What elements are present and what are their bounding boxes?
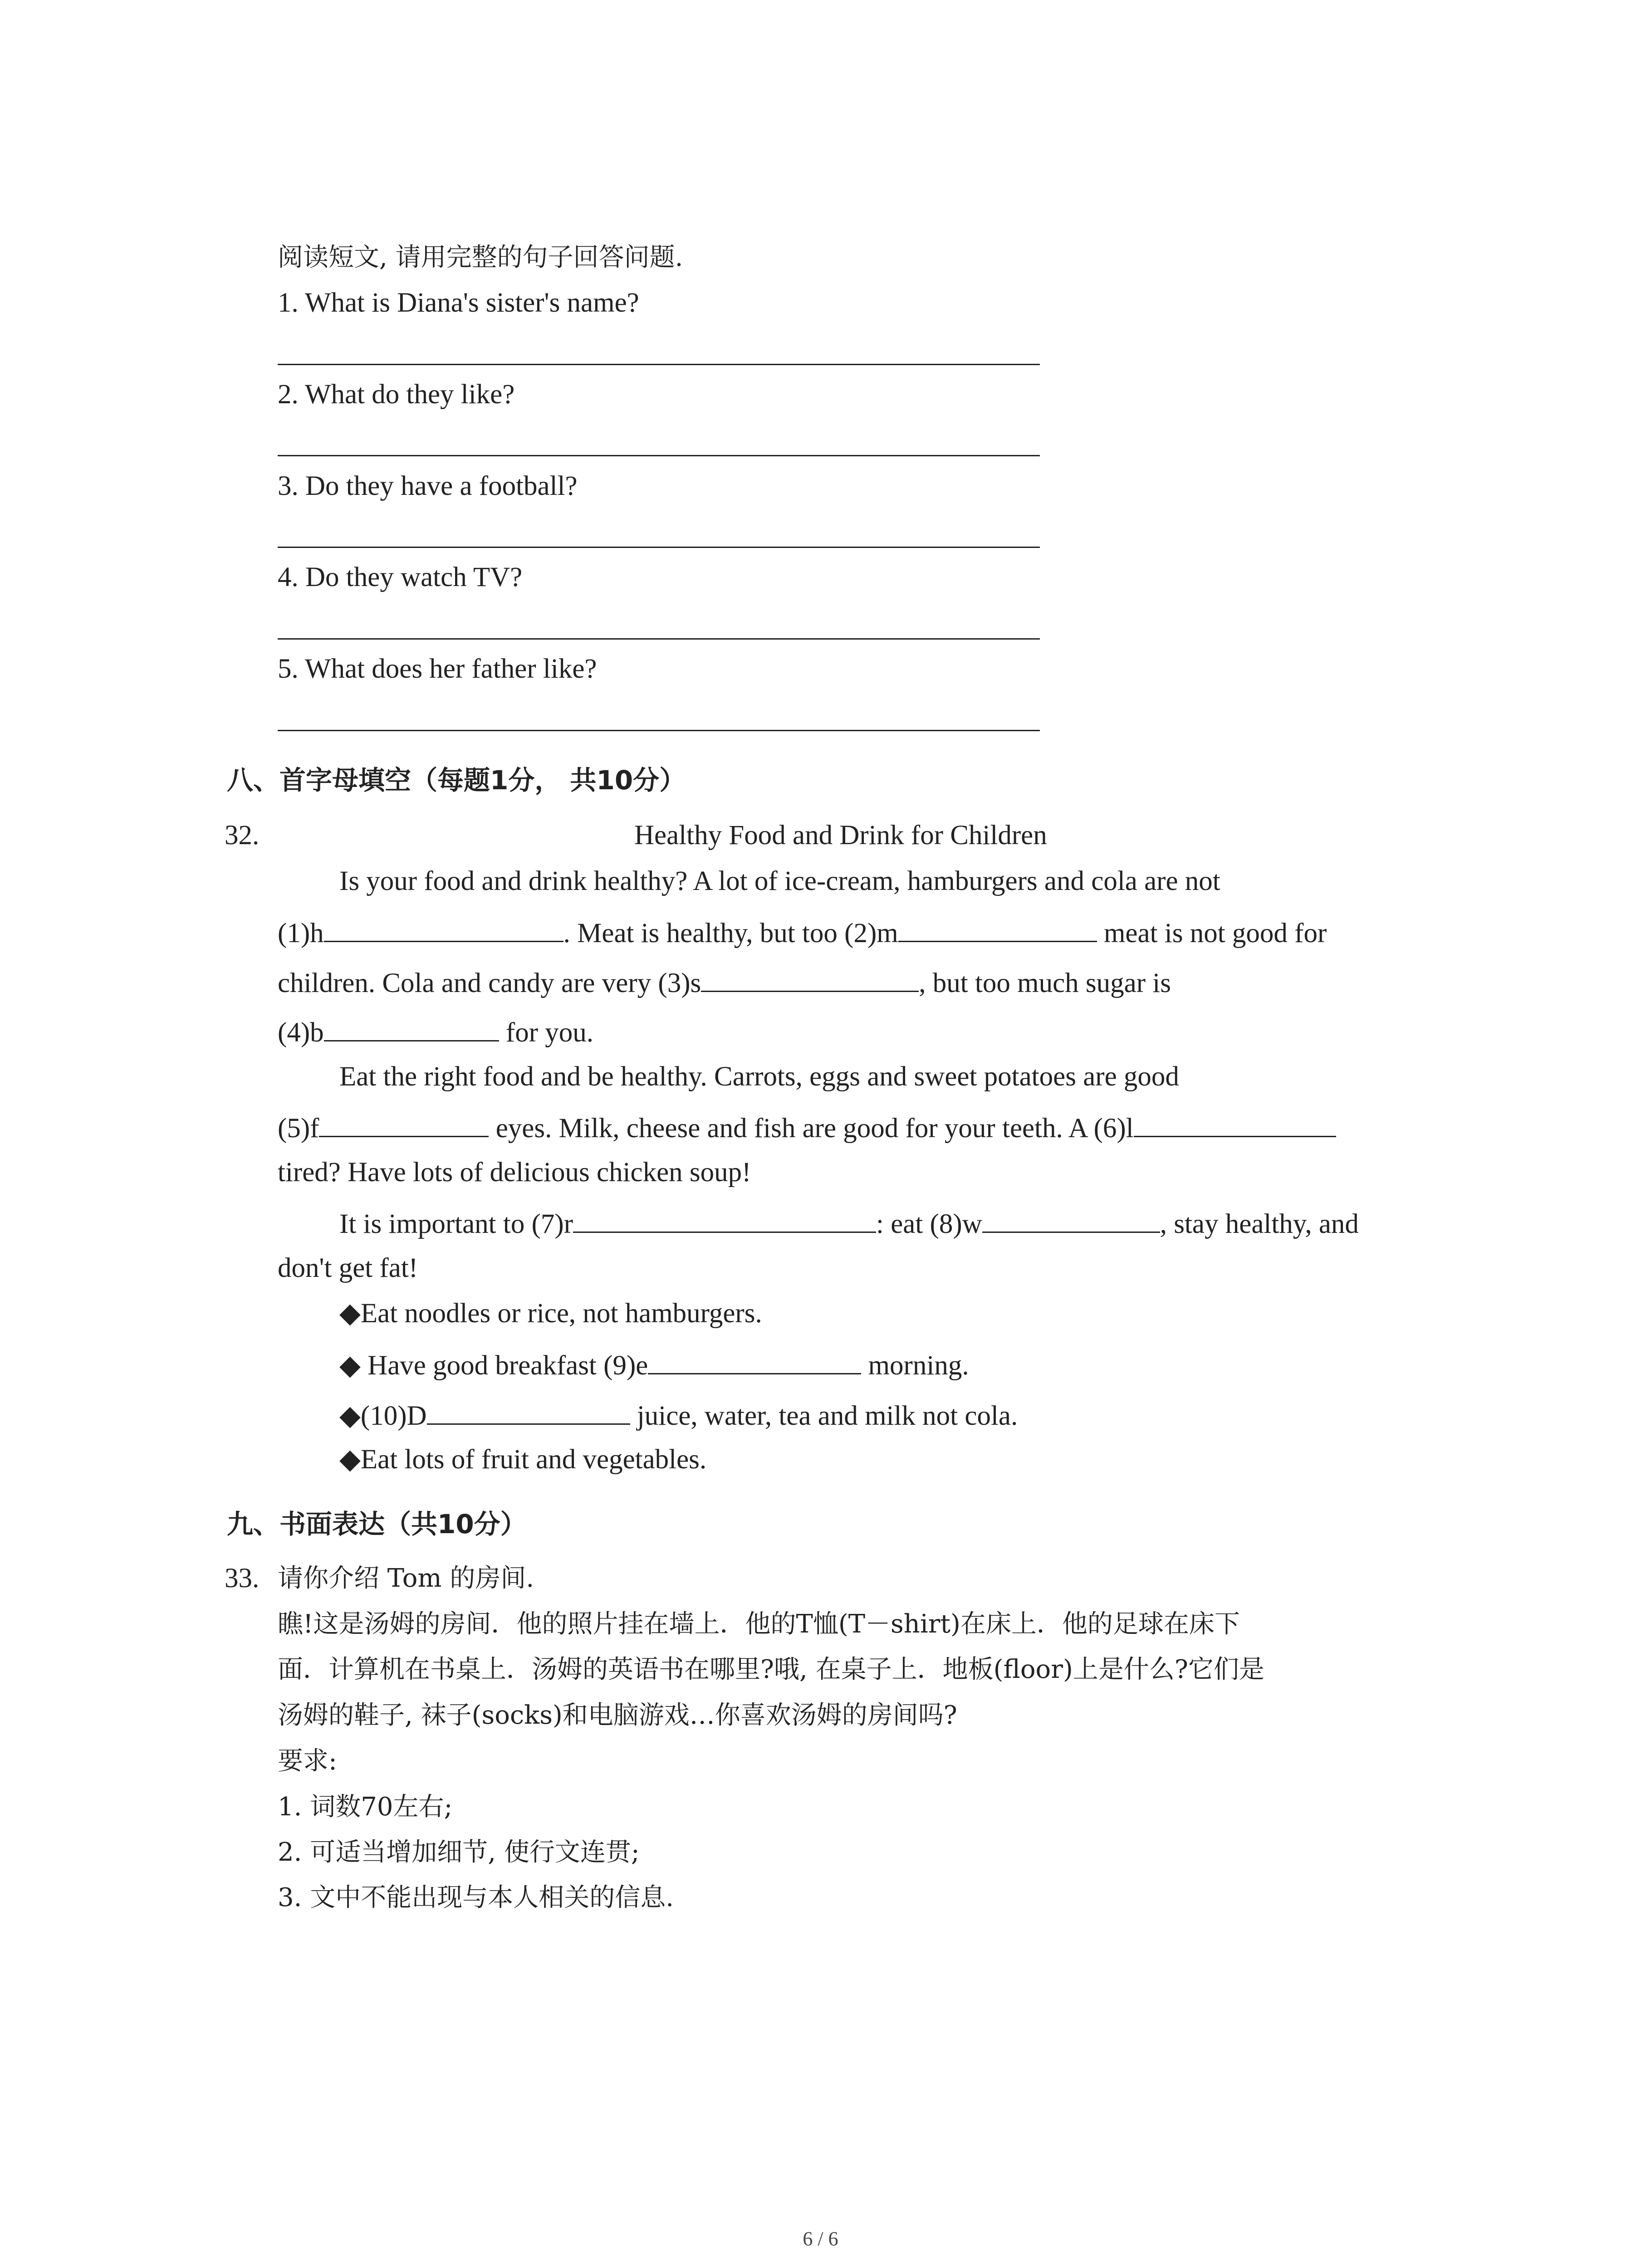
passage-title: Healthy Food and Drink for Children bbox=[634, 820, 1047, 850]
blank-8[interactable] bbox=[982, 1204, 1160, 1233]
passage-text: It is important to (7)r bbox=[339, 1209, 573, 1239]
blank-4[interactable] bbox=[324, 1013, 499, 1041]
passage-line bbox=[278, 1013, 593, 1051]
section-9-heading: 九、书面表达（共10分） bbox=[227, 1509, 527, 1540]
reading-question-1: 1. What is Diana's sister's name? bbox=[278, 288, 639, 318]
reading-instruction: 阅读短文, 请用完整的句子回答问题. bbox=[278, 243, 683, 272]
reading-question-4: 4. Do they watch TV? bbox=[278, 562, 523, 592]
blank-prefix-4: (4)b bbox=[278, 1017, 324, 1048]
reading-question-5: 5. What does her father like? bbox=[278, 654, 597, 684]
writing-body-line: 面．计算机在书桌上．汤姆的英语书在哪里?哦, 在桌子上．地板(floor)上是什么?它们是 bbox=[278, 1655, 1264, 1684]
blank-prefix-1: (1)h bbox=[278, 918, 324, 948]
passage-text: , but too much sugar is bbox=[919, 968, 1171, 998]
passage-line: Is your food and drink healthy? A lot of ice-cream, hamburgers and cola are not bbox=[339, 866, 1220, 896]
writing-body-line: 瞧!这是汤姆的房间．他的照片挂在墙上．他的T恤(T－shirt)在床上．他的足球在床下 bbox=[278, 1609, 1240, 1639]
passage-text: meat is not good for bbox=[1097, 918, 1327, 948]
passage-text: children. Cola and candy are very (3)s bbox=[278, 968, 701, 998]
passage-line bbox=[278, 914, 1327, 952]
passage-text: morning. bbox=[861, 1350, 969, 1381]
answer-line-1[interactable] bbox=[278, 364, 1040, 365]
blank-10[interactable] bbox=[427, 1396, 630, 1425]
passage-text: , stay healthy, and bbox=[1160, 1209, 1359, 1239]
passage-line: Eat the right food and be healthy. Carrots, eggs and sweet potatoes are good bbox=[339, 1061, 1179, 1092]
requirements-label: 要求: bbox=[278, 1746, 337, 1776]
blank-3[interactable] bbox=[701, 963, 919, 992]
blank-1[interactable] bbox=[324, 914, 563, 942]
writing-prompt: 请你介绍 Tom 的房间. bbox=[278, 1564, 534, 1593]
reading-question-3: 3. Do they have a football? bbox=[278, 471, 578, 501]
bullet-item bbox=[339, 1396, 1018, 1434]
blank-7[interactable] bbox=[573, 1204, 876, 1233]
passage-line: don't get fat! bbox=[278, 1253, 418, 1283]
bullet-item: ◆Eat noodles or rice, not hamburgers. bbox=[339, 1298, 762, 1329]
blank-2[interactable] bbox=[898, 914, 1097, 942]
blank-6[interactable] bbox=[1134, 1109, 1336, 1137]
passage-line bbox=[278, 1109, 1336, 1147]
requirement-item: 3. 文中不能出现与本人相关的信息. bbox=[278, 1883, 674, 1912]
answer-line-4[interactable] bbox=[278, 638, 1040, 640]
answer-line-5[interactable] bbox=[278, 730, 1040, 731]
passage-text: . Meat is healthy, but too (2)m bbox=[563, 918, 898, 948]
answer-line-2[interactable] bbox=[278, 455, 1040, 456]
passage-text: juice, water, tea and milk not cola. bbox=[630, 1401, 1018, 1431]
page-number: 6 / 6 bbox=[803, 2228, 838, 2250]
blank-5[interactable] bbox=[319, 1109, 489, 1137]
passage-line bbox=[339, 1204, 1359, 1242]
writing-body-line: 汤姆的鞋子, 袜子(socks)和电脑游戏…你喜欢汤姆的房间吗? bbox=[278, 1701, 957, 1730]
question-33-number: 33. bbox=[225, 1563, 260, 1593]
question-32-number: 32. bbox=[225, 820, 260, 850]
passage-line bbox=[278, 963, 1171, 1002]
blank-prefix-5: (5)f bbox=[278, 1113, 319, 1144]
reading-question-2: 2. What do they like? bbox=[278, 379, 515, 410]
requirement-item: 2. 可适当增加细节, 使行文连贯; bbox=[278, 1838, 640, 1867]
passage-text: eyes. Milk, cheese and fish are good for your teeth. A (6)l bbox=[489, 1113, 1134, 1144]
passage-text: ◆(10)D bbox=[339, 1401, 427, 1431]
passage-line: tired? Have lots of delicious chicken soup! bbox=[278, 1157, 751, 1188]
passage-text: : eat (8)w bbox=[876, 1209, 982, 1239]
passage-text: ◆ Have good breakfast (9)e bbox=[339, 1350, 648, 1381]
answer-line-3[interactable] bbox=[278, 547, 1040, 548]
section-8-heading: 八、首字母填空（每题1分， 共10分） bbox=[227, 765, 686, 796]
blank-9[interactable] bbox=[648, 1346, 861, 1374]
passage-text: for you. bbox=[499, 1017, 594, 1048]
bullet-item: ◆Eat lots of fruit and vegetables. bbox=[339, 1444, 707, 1475]
requirement-item: 1. 词数70左右; bbox=[278, 1792, 453, 1822]
bullet-item bbox=[339, 1346, 969, 1384]
